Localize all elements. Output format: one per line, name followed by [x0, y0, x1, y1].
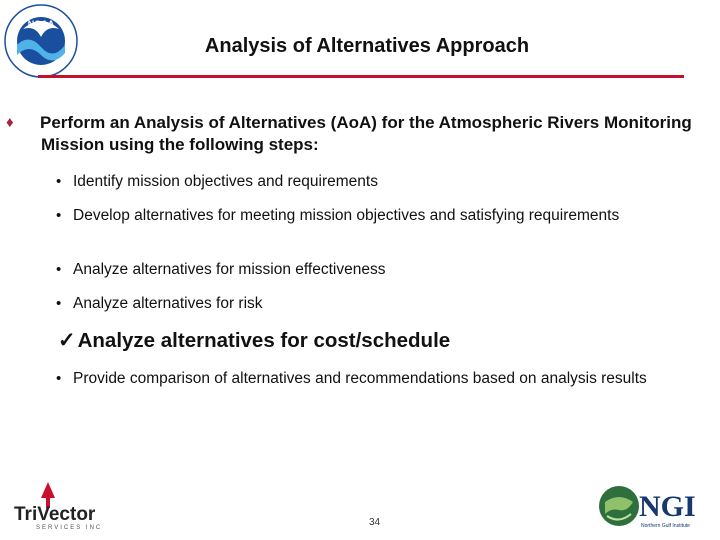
title-divider	[38, 75, 684, 78]
ngi-logo	[597, 484, 715, 530]
diamond-bullet-icon: ♦	[6, 114, 14, 131]
page-number: 34	[369, 517, 381, 528]
step-item	[55, 293, 695, 315]
slide-title: Analysis of Alternatives Approach	[204, 35, 530, 57]
trivector-logo	[12, 480, 112, 530]
step-item	[55, 368, 695, 390]
trivector-logo-text: TriVector	[14, 504, 96, 525]
ngi-logo-subtext: Northern Gulf Institute	[641, 523, 690, 529]
bullet-dot-icon: •	[56, 207, 62, 224]
checkmark-icon: ✓	[58, 329, 76, 352]
step-text: Provide comparison of alternatives and recommendations based on analysis results	[73, 370, 647, 387]
ngi-logo-text: NGI	[639, 490, 696, 523]
step-item	[55, 205, 695, 227]
bullet-dot-icon: •	[56, 295, 62, 312]
bullet-dot-icon: •	[56, 173, 62, 190]
step-item	[55, 259, 695, 281]
main-bullet-text: Perform an Analysis of Alternatives (AoA) for the Atmospheric Rivers Monitoring Mission using the following steps:	[40, 113, 692, 154]
step-text: Analyze alternatives for risk	[73, 295, 263, 312]
step-text: Develop alternatives for meeting mission objectives and satisfying requirements	[73, 207, 620, 224]
current-step	[58, 328, 450, 353]
main-bullet	[6, 112, 716, 156]
noaa-logo-text: NOAA	[27, 19, 55, 29]
current-step-text: Analyze alternatives for cost/schedule	[77, 329, 451, 352]
trivector-logo-subtext: SERVICES INC	[36, 525, 103, 530]
step-item	[55, 171, 695, 193]
bullet-dot-icon: •	[56, 370, 62, 387]
bullet-dot-icon: •	[56, 261, 62, 278]
step-text: Analyze alternatives for mission effectiveness	[73, 261, 386, 278]
step-text: Identify mission objectives and requirements	[73, 173, 378, 190]
